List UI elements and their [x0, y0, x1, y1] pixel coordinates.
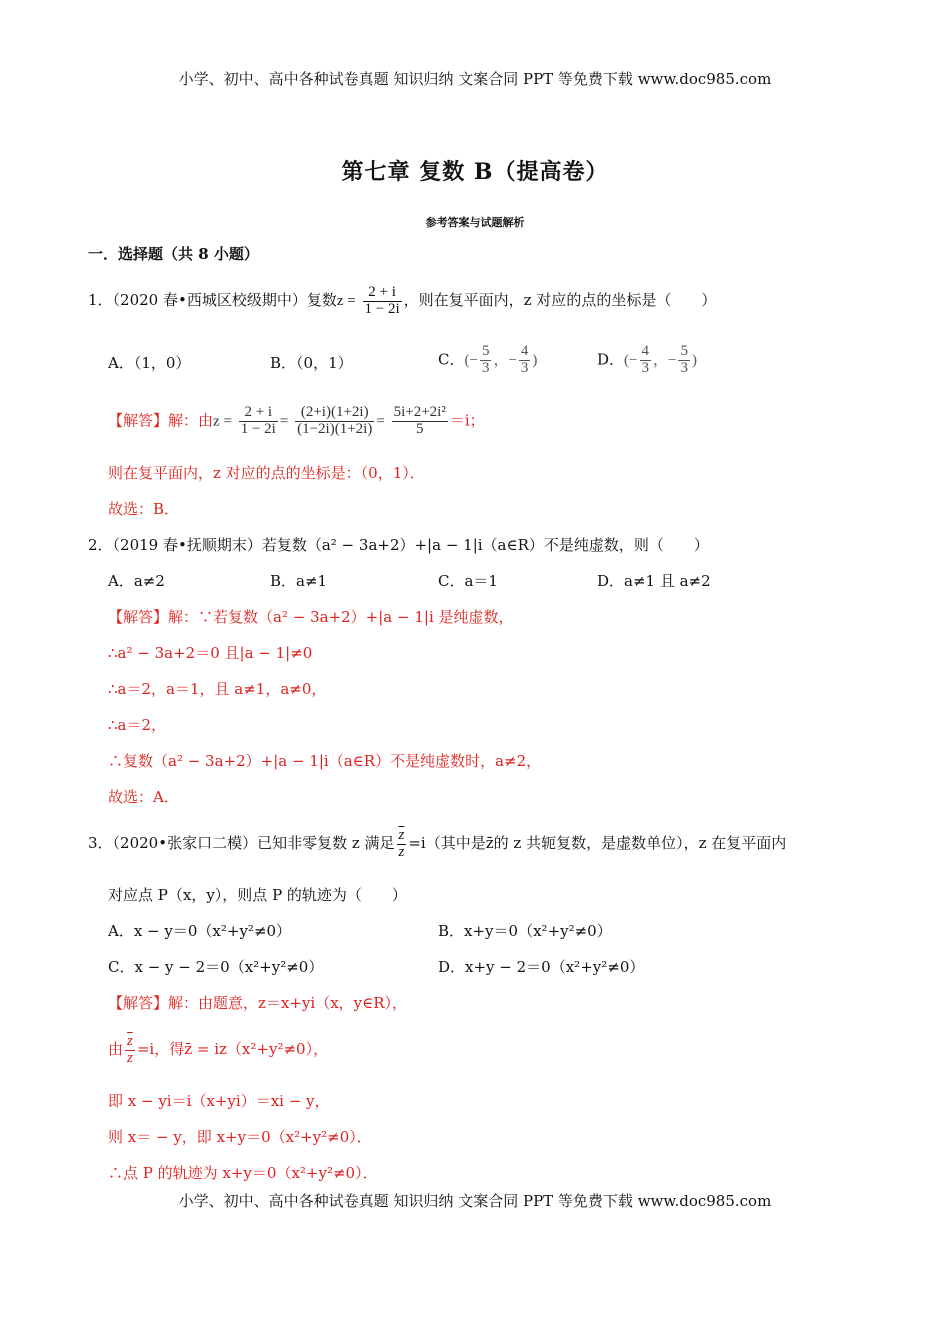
- q2-option-b: B．a≠1: [270, 572, 328, 590]
- page-subtitle: 参考答案与试题解析: [425, 216, 525, 229]
- answer-frac-2: [295, 405, 374, 438]
- answer-frac-3: [392, 405, 448, 438]
- q2-stem: 2．（2019 春•抚顺期末）若复数（a² − 3a+2）+|a − 1|i（a∈R）不是纯虚数，则（ ）: [88, 536, 709, 554]
- frac-num: 5i+2+2i²: [393, 404, 446, 420]
- line2-post: =i，得z̄ = iz（x²+y²≠0），: [136, 1040, 329, 1058]
- option-d-mid: ，−: [653, 352, 677, 369]
- option-a-text: （1，0）: [133, 354, 191, 372]
- page-footer: 小学、初中、高中各种试卷真题 知识归纳 文案合同 PPT 等免费下载 www.doc985.com: [178, 1192, 772, 1210]
- q3-stem-post: =i（其中是z̄的 z 共轭复数，是虚数单位），z 在复平面内: [408, 834, 787, 852]
- answer-frac-1: [239, 405, 278, 438]
- option-c-frac-1: [480, 344, 492, 377]
- q1-z-eq: z =: [336, 293, 356, 309]
- frac-num: 5: [680, 343, 688, 359]
- section-heading: 一．选择题（共 8 小题）: [88, 245, 259, 263]
- q3-option-b: B．x+y＝0（x²+y²≠0）: [438, 922, 612, 940]
- q3-fraction: [397, 828, 407, 861]
- q2-answer-line6: 故选：A．: [108, 788, 179, 806]
- equals-sign: =: [376, 413, 385, 430]
- q1-option-d: [597, 344, 697, 377]
- frac-num: (2+i)(1+2i): [295, 405, 374, 422]
- q2-answer-line2: ∴a² − 3a+2＝0 且|a − 1|≠0: [108, 644, 313, 662]
- q1-option-b: [270, 352, 353, 373]
- answer-text: 解：∵若复数（a² − 3a+2）+|a − 1|i 是纯虚数，: [168, 608, 514, 626]
- frac-den: 5: [415, 420, 424, 437]
- q3-option-c: C．x − y − 2＝0（x²+y²≠0）: [108, 958, 324, 976]
- answer-fraction: [125, 1034, 135, 1067]
- q1-fraction: [363, 285, 402, 318]
- answer-lead: 解：由: [168, 411, 214, 430]
- q3-stem-pre: 3．（2020•张家口二模）已知非零复数 z 满足: [88, 834, 395, 852]
- q3-answer-line5: ∴点 P 的轨迹为 x+y＝0（x²+y²≠0）．: [108, 1164, 378, 1182]
- q3-stem-line2: 对应点 P（x，y），则点 P 的轨迹为（ ）: [108, 886, 407, 904]
- frac-den: 3: [680, 359, 688, 376]
- q3-answer-line1: [108, 992, 407, 1013]
- frac-num-conjugate: $\overline{z}$: [127, 1032, 133, 1049]
- frac-den: z: [127, 1049, 133, 1066]
- answer-label: 【解答】: [108, 411, 169, 430]
- frac-num: 2 + i: [239, 405, 278, 422]
- option-c-close: ): [532, 352, 538, 369]
- frac-num: 4: [520, 343, 529, 359]
- q1-stem-post: ，则在复平面内，z 对应的点的坐标是（ ）: [403, 291, 717, 309]
- q1-answer-line2: 则在复平面内，z 对应的点的坐标是：（0，1）．: [108, 464, 425, 482]
- option-b-text: （0，1）: [296, 354, 353, 372]
- q2-answer-line5: ∴复数（a² − 3a+2）+|a − 1|i（a∈R）不是纯虚数时，a≠2，: [108, 752, 542, 770]
- q1-stem-pre: 1．（2020 春•西城区校级期中）复数: [88, 291, 337, 309]
- option-a-label: A．: [108, 354, 134, 372]
- q1-answer: [108, 405, 485, 438]
- option-d-frac-2: [678, 344, 690, 377]
- q1-frac-den: 1 − 2i: [364, 300, 400, 317]
- q2-option-d: D．a≠1 且 a≠2: [597, 572, 711, 590]
- frac-den: (1−2i)(1+2i): [297, 420, 373, 437]
- option-b-label: B．: [270, 354, 297, 372]
- equals-sign: =: [279, 413, 289, 430]
- q3-option-a: A．x − y＝0（x²+y²≠0）: [108, 922, 292, 940]
- option-d-open: (−: [624, 352, 638, 369]
- q2-answer-line3: ∴a＝2，a＝1，且 a≠1，a≠0，: [108, 680, 327, 698]
- answer-text: 解：由题意，z＝x+yi（x，y∈R），: [168, 994, 408, 1012]
- q2-option-c: C．a＝1: [438, 572, 498, 590]
- frac-den: 3: [481, 359, 490, 376]
- option-c-open: (−: [464, 352, 478, 369]
- option-c-mid: ，−: [493, 352, 517, 369]
- frac-num: 4: [641, 343, 649, 359]
- frac-den: 3: [641, 359, 649, 376]
- q1-stem: [88, 282, 716, 319]
- frac-num: 5: [481, 343, 490, 359]
- page-header: 小学、初中、高中各种试卷真题 知识归纳 文案合同 PPT 等免费下载 www.doc985.com: [178, 70, 772, 88]
- q3-answer-line3: 即 x − yi＝i（x+yi）＝xi − y，: [108, 1092, 330, 1110]
- q1-option-a: [108, 352, 190, 373]
- frac-den: z: [398, 843, 405, 860]
- q2-answer-line1: [108, 606, 514, 627]
- q3-answer-line4: 则 x＝ − y，即 x+y＝0（x²+y²≠0）．: [108, 1128, 372, 1146]
- q1-frac-num: 2 + i: [363, 285, 402, 302]
- frac-num-conjugate: $\overline{z}$: [398, 826, 405, 843]
- q3-option-d: D．x+y − 2＝0（x²+y²≠0）: [438, 958, 645, 976]
- answer-tail: ＝i；: [449, 411, 485, 430]
- frac-den: 3: [520, 359, 529, 376]
- answer-z-eq: z =: [213, 413, 232, 430]
- q2-answer-line4: ∴a＝2，: [108, 716, 167, 734]
- q3-answer-line2: [108, 1030, 328, 1068]
- option-d-label: D．: [597, 350, 625, 369]
- answer-label: 【解答】: [108, 994, 169, 1012]
- frac-den: 1 − 2i: [240, 420, 276, 437]
- option-d-close: ): [691, 352, 697, 369]
- line2-pre: 由: [108, 1040, 124, 1058]
- answer-label: 【解答】: [108, 608, 169, 626]
- q3-stem: [88, 824, 786, 862]
- option-d-frac-1: [640, 344, 652, 377]
- q1-answer-line3: 故选：B．: [108, 500, 180, 518]
- option-c-frac-2: [519, 344, 531, 377]
- q1-option-c: [438, 344, 537, 377]
- page-title: 第七章 复数 B（提高卷）: [341, 159, 609, 185]
- option-c-label: C．: [438, 350, 465, 369]
- q2-option-a: A．a≠2: [108, 572, 165, 590]
